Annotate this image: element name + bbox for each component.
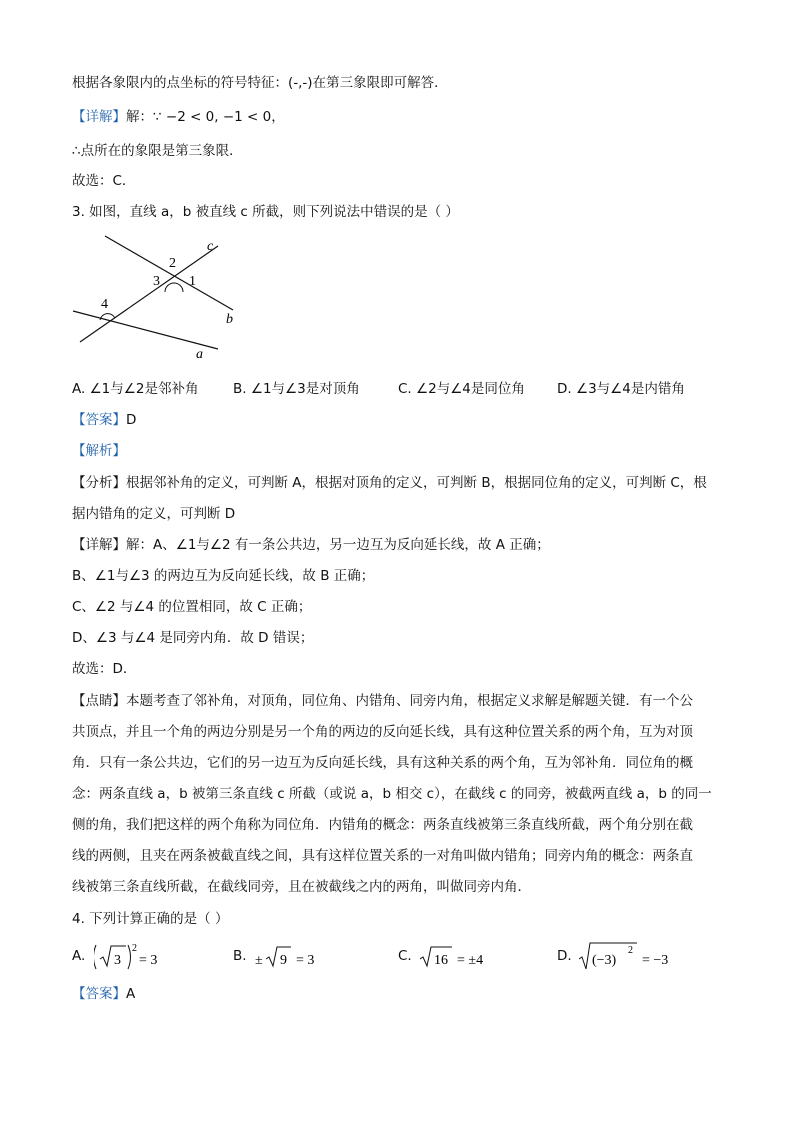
tag-analysis: 【解析】	[72, 443, 126, 459]
dianjing-line-1	[72, 692, 693, 710]
angle-arc-top	[165, 283, 183, 292]
option-c: C. ∠2与∠4是同位角	[398, 381, 525, 397]
xiangjie-line-5: 故选：D．	[72, 661, 137, 677]
option-b: B. ∠1与∠3是对顶角	[233, 381, 360, 397]
q4-d-rhs: = −3	[642, 953, 669, 968]
text-line: 故选：C．	[72, 173, 136, 189]
q4-a-rhs: = 3	[139, 953, 158, 968]
tag-xiangjie: 【详解】	[72, 109, 126, 125]
q4-d-formula	[579, 941, 699, 971]
label-angle-3: 3	[153, 274, 160, 289]
detail-line	[72, 108, 285, 126]
radical-sign	[266, 947, 291, 966]
answer-line	[72, 411, 136, 429]
q4-b-label: B.	[233, 948, 247, 964]
q4-b-pm: ±	[255, 953, 263, 968]
xiangjie-text: 解：A、∠1与∠2 有一条公共边，另一边互为反向延长线，故 A 正确；	[126, 537, 550, 553]
fenxi-text: 根据邻补角的定义，可判断 A，根据对顶角的定义，可判断 B，根据同位角的定义，可判断 C，根	[126, 475, 707, 491]
label-a: a	[196, 347, 203, 362]
detail-text: 解：∵ −2 < 0, −1 < 0，	[126, 109, 285, 125]
q4-b-rhs: = 3	[296, 953, 315, 968]
q4-d-label: D.	[557, 948, 572, 964]
tag-answer: 【答案】	[72, 412, 126, 428]
text-line: 根据各象限内的点坐标的符号特征：(-,-)在第三象限即可解答．	[72, 75, 448, 91]
tag-xiangjie-2: 【详解】	[72, 537, 126, 553]
line-c	[80, 246, 218, 342]
geometry-figure	[68, 232, 248, 362]
tag-dianjing: 【点睛】	[72, 693, 126, 709]
paren-left	[94, 945, 96, 969]
dianjing-line-6: 线的两侧，且夹在两条被截直线之间，具有这样位置关系的一对角叫做内错角；同旁内角的概念：两条直	[72, 848, 693, 864]
dianjing-line-5: 侧的角，我们把这样的两个角称为同位角．内错角的概念：两条直线被第三条直线所截，两个角分别在截	[72, 817, 693, 833]
label-angle-1: 1	[189, 274, 196, 289]
q4-c-rhs: = ±4	[457, 953, 484, 968]
q4-c-label: C.	[398, 948, 412, 964]
dianjing-line-2: 共顶点，并且一个角的两边分别是另一个角的两边的反向延长线，具有这种位置关系的两个角，互为对顶	[72, 724, 693, 740]
q4-a-exponent: 2	[132, 943, 137, 954]
dianjing-line-4: 念：两条直线 a，b 被第三条直线 c 所截（或说 a，b 相交 c），在截线 c 的同旁，被截两直线 a，b 的同一	[72, 786, 712, 802]
xiangjie-line-4: D、∠3 与∠4 是同旁内角．故 D 错误；	[72, 630, 314, 646]
tag-fenxi: 【分析】	[72, 475, 126, 491]
question-3-stem: 3. 如图，直线 a，b 被直线 c 所截，则下列说法中错误的是（ ）	[72, 204, 459, 220]
answer-line-2	[72, 985, 135, 1003]
option-d: D. ∠3与∠4是内错角	[557, 381, 685, 397]
q4-b-radicand: 9	[280, 953, 287, 968]
label-b: b	[226, 312, 233, 327]
text-line: ∴点所在的象限是第三象限．	[72, 143, 243, 159]
q4-c-radicand: 16	[434, 953, 448, 968]
paren-right	[128, 945, 131, 969]
xiangjie-line-3: C、∠2 与∠4 的位置相同，故 C 正确；	[72, 599, 312, 615]
dianjing-line-3: 角．只有一条公共边，它们的另一边互为反向延长线，具有这种关系的两个角，互为邻补角．同位角的概	[72, 755, 693, 771]
fenxi-line-2: 据内错角的定义，可判断 D	[72, 506, 236, 522]
radical-sign	[100, 946, 126, 966]
label-angle-2: 2	[169, 256, 176, 271]
question-4-stem: 4. 下列计算正确的是（ ）	[72, 911, 229, 927]
q4-a-formula	[94, 941, 174, 971]
label-angle-4: 4	[101, 297, 108, 312]
q4-c-formula	[420, 941, 520, 971]
analysis-heading	[72, 442, 126, 460]
q4-a-radicand: 3	[114, 953, 121, 968]
answer-value: D	[126, 412, 137, 428]
dianjing-text: 本题考查了邻补角，对顶角，同位角、内错角、同旁内角，根据定义求解是解题关键．有一个公	[126, 693, 693, 709]
label-c: c	[207, 239, 214, 254]
tag-answer-2: 【答案】	[72, 986, 126, 1002]
dianjing-line-7: 线被第三条直线所截，在截线同旁，且在被截线之内的两角，叫做同旁内角．	[72, 879, 531, 895]
answer-value-2: A	[126, 986, 136, 1002]
xiangjie-line-2: B、∠1与∠3 的两边互为反向延长线，故 B 正确；	[72, 568, 375, 584]
line-b	[105, 236, 233, 310]
fenxi-line-1	[72, 474, 707, 492]
xiangjie-line-1	[72, 536, 550, 554]
q4-d-radicand: (−3)	[592, 953, 617, 968]
q4-b-formula	[255, 941, 345, 971]
q4-d-exponent: 2	[628, 945, 633, 956]
q4-a-label: A.	[72, 948, 86, 964]
option-a: A. ∠1与∠2是邻补角	[72, 381, 199, 397]
line-a	[73, 311, 218, 349]
